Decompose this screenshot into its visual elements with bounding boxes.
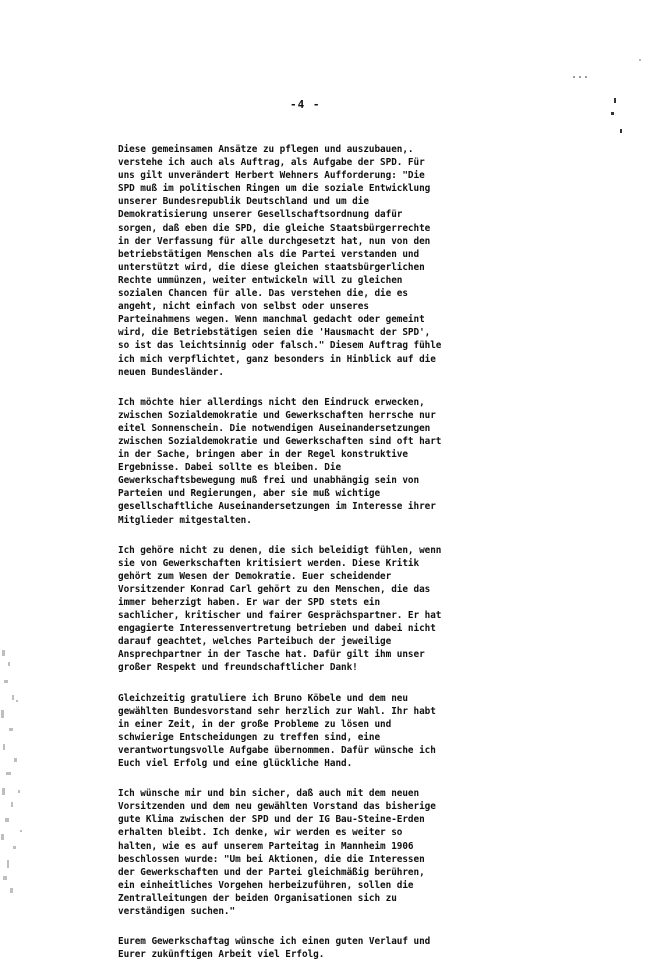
text-line: Zentralleitungen der beiden Organisationen sich zu	[118, 892, 397, 904]
text-line: gehört zum Wesen der Demokratie. Euer scheidender	[118, 570, 392, 582]
text-line: ein einheitliches Vorgehen herbeizuführen, sollen die	[118, 879, 414, 891]
text-line: neuen Bundesländer.	[118, 366, 224, 378]
text-line: erhalten bleibt. Ich denke, wir werden es weiter so	[118, 827, 403, 839]
text-line: unterstützt wird, die diese gleichen staatsbürgerlichen	[118, 261, 425, 273]
paragraph	[118, 692, 638, 771]
text-line: Euch viel Erfolg und eine glückliche Hand.	[118, 758, 353, 770]
paragraph	[118, 787, 638, 918]
page-number: -4 -	[290, 98, 321, 111]
text-line: Gleichzeitig gratuliere ich Bruno Köbele und dem neu	[118, 692, 408, 704]
text-line: Vorsitzenden und dem neu gewählten Vorstand das bisherige	[118, 801, 436, 813]
text-line: Parteinahmens wegen. Wenn manchmal gedacht oder gemeint	[118, 314, 425, 326]
text-line: angeht, nicht einfach von selbst oder unseres	[118, 301, 369, 313]
text-line: engagierte Interessenvertretung betrieben und dabei nicht	[118, 623, 436, 635]
text-line: SPD muß im politischen Ringen um die soziale Entwicklung	[118, 183, 431, 195]
text-line: schwierige Entscheidungen zu treffen sind, eine	[118, 731, 381, 743]
text-line: Eurem Gewerkschaftag wünsche ich einen guten Verlauf und	[118, 936, 431, 948]
paragraph	[118, 143, 638, 379]
text-line: Parteien und Regierungen, aber sie muß wichtige	[118, 488, 381, 500]
text-line: Gewerkschaftsbewegung muß frei und unabhängig sein von	[118, 475, 420, 487]
text-line: verständigen suchen."	[118, 905, 236, 917]
text-line: sorgen, daß eben die SPD, die gleiche Staatsbürgerrechte	[118, 222, 431, 234]
letter-body	[118, 143, 638, 978]
text-line: zwischen Sozialdemokratie und Gewerkschaften herrsche nur	[118, 409, 436, 421]
text-line: Rechte ummünzen, weiter entwickeln will zu gleichen	[118, 274, 403, 286]
text-line: in einer Zeit, in der große Probleme zu lösen und	[118, 718, 392, 730]
text-line: wird, die Betriebstätigen seien die 'Hausmacht der SPD',	[118, 327, 431, 339]
text-line: so ist das leichtsinnig oder falsch." Diesem Auftrag fühle	[118, 340, 442, 352]
speck	[614, 98, 616, 103]
text-line: beschlossen wurde: "Um bei Aktionen, die die Interessen	[118, 853, 425, 865]
speck	[585, 76, 587, 78]
scan-edge-noise	[0, 640, 40, 900]
text-line: Vorsitzender Konrad Carl gehört zu den Menschen, die das	[118, 583, 431, 595]
text-line: sie von Gewerkschaften kritisiert werden. Diese Kritik	[118, 557, 420, 569]
text-line: verstehe ich auch als Auftrag, als Aufgabe der SPD. Für	[118, 157, 425, 169]
text-line: sachlicher, kritischer und fairer Gesprächspartner. Er hat	[118, 610, 442, 622]
text-line: uns gilt unverändert Herbert Wehners Aufforderung: "Die	[118, 170, 425, 182]
speck	[639, 59, 641, 61]
paragraph	[118, 544, 638, 675]
text-line: halten, wie es auf unserem Parteitag in Mannheim 1906	[118, 840, 414, 852]
speck	[611, 112, 614, 115]
text-line: Ich wünsche mir und bin sicher, daß auch mit dem neuen	[118, 788, 420, 800]
text-line: großer Respekt und freundschaftlicher Dank!	[118, 662, 358, 674]
text-line: gute Klima zwischen der SPD und der IG Bau-Steine-Erden	[118, 814, 425, 826]
text-line: Mitglieder mitgestalten.	[118, 514, 252, 526]
text-line: Ansprechpartner in der Tasche hat. Dafür gilt ihm unser	[118, 649, 425, 661]
text-line: betriebstätigen Menschen als die Partei verstanden und	[118, 248, 420, 260]
text-line: Ich gehöre nicht zu denen, die sich beleidigt fühlen, wenn	[118, 544, 442, 556]
paragraph	[118, 396, 638, 527]
text-line: immer beherzigt haben. Er war der SPD stets ein	[118, 597, 381, 608]
speck	[579, 76, 581, 78]
text-line: Eurer zukünftigen Arbeit viel Erfolg.	[118, 949, 325, 961]
paragraph	[118, 935, 638, 961]
text-line: in der Verfassung für alle durchgesetzt hat, nun von den	[118, 235, 431, 247]
speck	[573, 76, 575, 78]
text-line: zwischen Sozialdemokratie und Gewerkschaften sind oft hart	[118, 435, 442, 447]
speck	[620, 129, 622, 133]
text-line: gewählten Bundesvorstand sehr herzlich zur Wahl. Ihr habt	[118, 705, 436, 717]
text-line: unserer Bundesrepublik Deutschland und um die	[118, 196, 369, 208]
text-line: Ich möchte hier allerdings nicht den Eindruck erwecken,	[118, 396, 425, 408]
text-line: verantwortungsvolle Aufgabe übernommen. Dafür wünsche ich	[118, 744, 436, 756]
text-line: darauf geachtet, welches Parteibuch der jeweilige	[118, 636, 392, 648]
text-line: ich mich verpflichtet, ganz besonders in Hinblick auf die	[118, 353, 436, 365]
text-line: gesellschaftliche Auseinandersetzungen im Interesse ihrer	[118, 501, 436, 513]
text-line: Demokratisierung unserer Gesellschaftsordnung dafür	[118, 209, 403, 221]
text-line: sozialen Chancen für alle. Das verstehen die, die es	[118, 288, 408, 300]
text-line: der Gewerkschaften und der Partei gleichmäßig berühren,	[118, 866, 425, 878]
text-line: Ergebnisse. Dabei sollte es bleiben. Die	[118, 462, 342, 474]
text-line: eitel Sonnenschein. Die notwendigen Auseinandersetzungen	[118, 422, 431, 434]
text-line: Diese gemeinsamen Ansätze zu pflegen und auszubauen,.	[118, 144, 414, 155]
text-line: in der Sache, bringen aber in der Regel konstruktive	[118, 449, 408, 461]
